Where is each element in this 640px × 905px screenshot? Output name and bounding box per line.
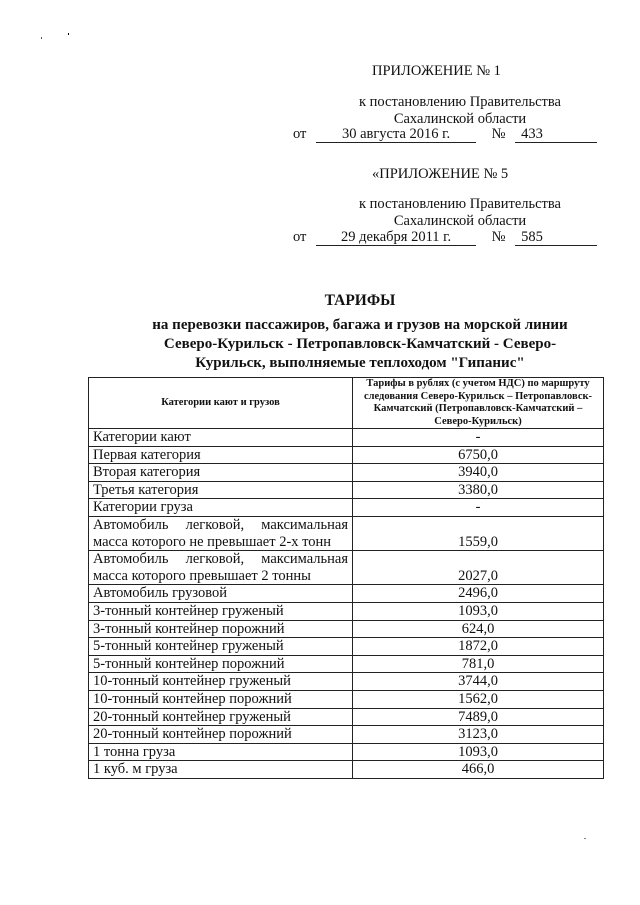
row-value: 2496,0 [353,585,604,603]
from-label: от [293,229,307,245]
document-title: ТАРИФЫ [324,292,396,309]
row-value: 7489,0 [353,708,604,726]
appendix-original-date: 29 декабря 2011 г. [316,230,476,246]
table-row [89,673,604,691]
appendix-current-number: 433 [515,127,597,143]
table-row [89,726,604,744]
row-value: - [353,429,604,447]
table-row [89,516,604,550]
table-row [89,585,604,603]
row-value: - [353,499,604,517]
row-value: 1562,0 [353,690,604,708]
row-value: 466,0 [353,761,604,779]
table-row [89,655,604,673]
row-value: 1872,0 [353,638,604,656]
row-category: Первая категория [89,446,353,464]
row-category: 5-тонный контейнер груженый [89,638,353,656]
header-tariff: Тарифы в рублях (с учетом НДС) по маршруту следования Северо-Курильск – Петропавловск-Камчатский (Петропавловск-Камчатский – Северо-Курильск) [353,378,604,429]
header-category: Категории кают и грузов [89,378,353,429]
table-row [89,446,604,464]
row-category: 3-тонный контейнер порожний [89,620,353,638]
row-value: 3380,0 [353,481,604,499]
table-header-row [89,378,604,429]
table-row [89,429,604,447]
table-row [89,481,604,499]
row-value: 3744,0 [353,673,604,691]
appendix-original-line1: к постановлению Правительства [359,196,561,212]
appendix-current-date: 30 августа 2016 г. [316,127,476,143]
row-category: 20-тонный контейнер груженый [89,708,353,726]
table-row [89,464,604,482]
table-row [89,690,604,708]
row-category: 20-тонный контейнер порожний [89,726,353,744]
subtitle-line: Курильск, выполняемые теплоходом "Гипанис" [195,355,525,371]
row-value: 3940,0 [353,464,604,482]
table-row [89,638,604,656]
appendix-current-title: ПРИЛОЖЕНИЕ № 1 [372,63,501,79]
row-category: Категории кают [89,429,353,447]
row-value: 1559,0 [353,516,604,550]
row-category: 5-тонный контейнер порожний [89,655,353,673]
table-row [89,761,604,779]
table-row [89,551,604,585]
scan-speck [41,37,42,39]
subtitle-line: на перевозки пассажиров, багажа и грузов на морской линии [152,317,568,333]
row-category: 3-тонный контейнер груженый [89,602,353,620]
document-subtitle [120,316,600,373]
appendix-original-date-row [293,229,597,246]
row-value: 6750,0 [353,446,604,464]
row-category: Вторая категория [89,464,353,482]
number-label: № [491,126,506,142]
from-label: от [293,126,307,142]
table-row [89,708,604,726]
appendix-original-title: «ПРИЛОЖЕНИЕ № 5 [372,166,509,182]
row-category: 10-тонный контейнер порожний [89,690,353,708]
row-value: 624,0 [353,620,604,638]
table-row [89,743,604,761]
table-row [89,499,604,517]
row-category: 10-тонный контейнер груженый [89,673,353,691]
row-category: Автомобиль легковой, максимальная масса которого не превышает 2-х тонн [89,516,353,550]
row-category: Автомобиль грузовой [89,585,353,603]
appendix-current-line2: Сахалинской области [393,111,527,127]
number-label: № [491,229,506,245]
tariffs-table [88,377,604,779]
row-value: 3123,0 [353,726,604,744]
scan-speck [68,33,69,35]
row-value: 1093,0 [353,602,604,620]
row-category: 1 куб. м груза [89,761,353,779]
appendix-current-line1: к постановлению Правительства [359,94,561,110]
row-value: 781,0 [353,655,604,673]
row-category: 1 тонна груза [89,743,353,761]
row-value: 1093,0 [353,743,604,761]
table-row [89,602,604,620]
appendix-original-number: 585 [515,230,597,246]
row-value: 2027,0 [353,551,604,585]
subtitle-line: Северо-Курильск - Петропавловск-Камчатский - Северо- [163,336,557,352]
table-row [89,620,604,638]
appendix-current-date-row [293,126,597,143]
scan-speck [584,838,586,839]
appendix-original-line2: Сахалинской области [393,213,527,229]
row-category: Третья категория [89,481,353,499]
row-category: Автомобиль легковой, максимальная масса которого превышает 2 тонны [89,551,353,585]
row-category: Категории груза [89,499,353,517]
